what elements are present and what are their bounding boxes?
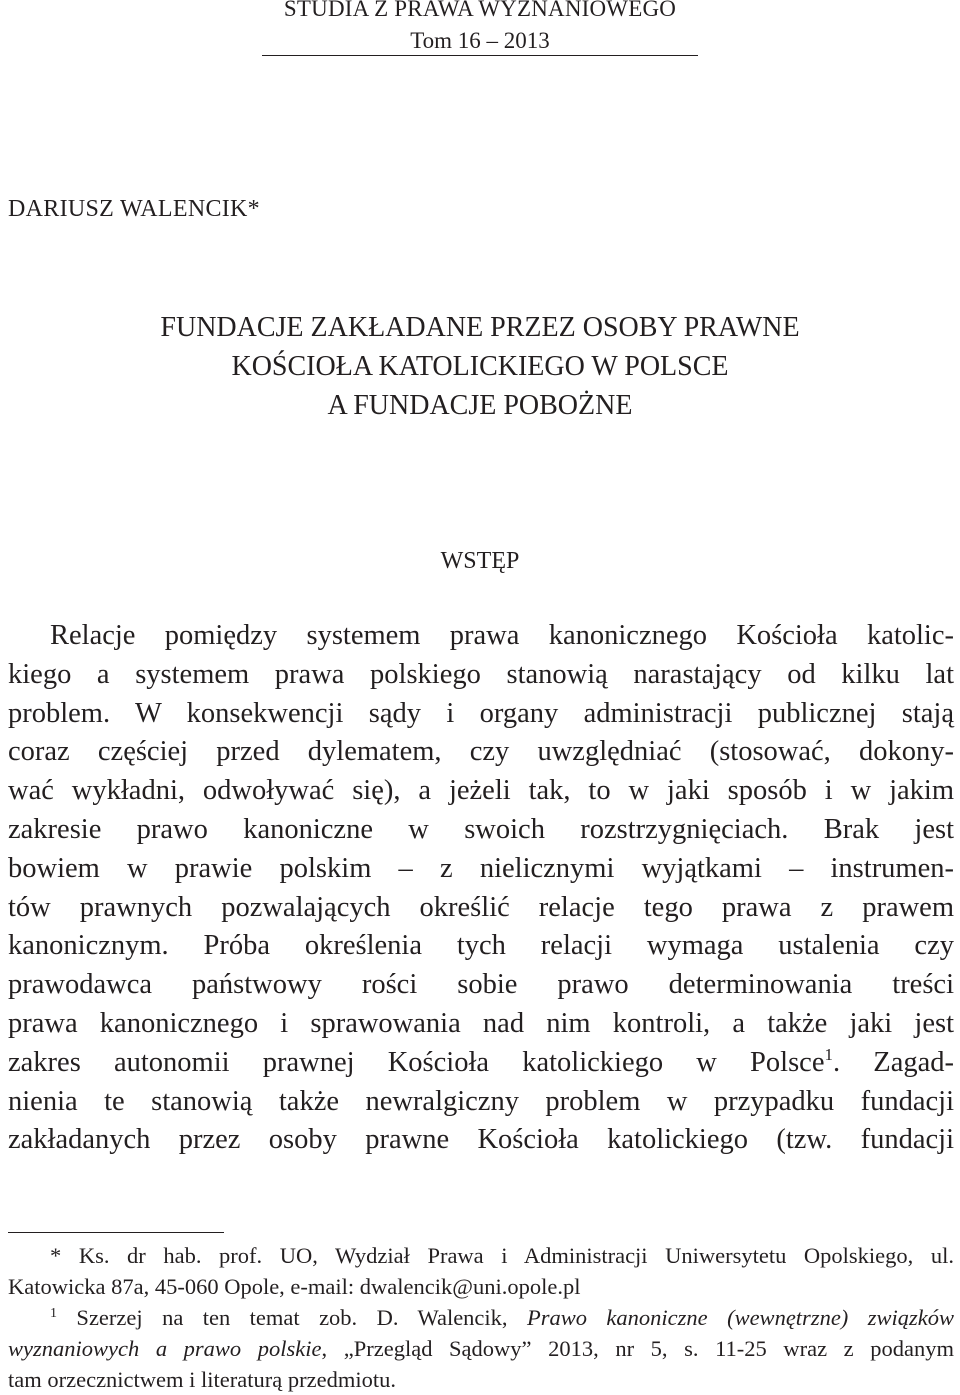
footnote-1-line bbox=[8, 1302, 954, 1333]
footnote-text: , „Przegląd Sądowy” 2013, nr 5, s. 11-25 wraz z podanym bbox=[321, 1336, 954, 1361]
body-line: nienia te stanowią także newralgiczny problem w przypadku fundacji bbox=[8, 1085, 954, 1117]
section-heading: WSTĘP bbox=[440, 548, 520, 574]
author-name: DARIUSZ WALENCIK* bbox=[8, 196, 260, 222]
footnote-italic-title: Prawo kanoniczne (wewnętrzne) związków bbox=[526, 1305, 954, 1330]
footnote-1-line bbox=[8, 1333, 954, 1364]
running-header bbox=[262, 0, 698, 56]
footnote-1-line: tam orzecznictwem i literaturą przedmiotu. bbox=[8, 1367, 396, 1392]
body-line bbox=[8, 1044, 954, 1083]
footnote-text: Szerzej na ten temat zob. D. Walencik, bbox=[57, 1305, 527, 1330]
body-line: zakresie prawo kanoniczne w swoich rozstrzygnięciach. Brak jest bbox=[8, 813, 954, 845]
body-line: coraz częściej przed dylematem, czy uwzględniać (stosować, dokony- bbox=[8, 736, 954, 768]
footnote-author-line: * Ks. dr hab. prof. UO, Wydział Prawa i Administracji Uniwersytetu Opolskiego, ul. bbox=[50, 1243, 954, 1268]
body-line: problem. W konsekwencji sądy i organy administracji publicznej stają bbox=[8, 697, 954, 729]
footnote-divider bbox=[8, 1232, 224, 1233]
body-line: kanonicznym. Próba określenia tych relacji wymaga ustalenia czy bbox=[8, 930, 954, 962]
body-line: Relacje pomiędzy systemem prawa kanonicznego Kościoła katolic- bbox=[50, 620, 954, 651]
body-line-text: . Zagad- bbox=[832, 1046, 954, 1078]
body-line: wać wykładni, odwoływać się), a jeżeli tak, to w jaki sposób i w jakim bbox=[8, 775, 954, 807]
body-line: bowiem w prawie polskim – z nielicznymi wyjątkami – instrumen- bbox=[8, 852, 954, 884]
journal-volume: Tom 16 – 2013 bbox=[410, 28, 550, 53]
footnotes bbox=[8, 1240, 954, 1395]
body-line-text: zakres autonomii prawnej Kościoła katolickiego w Polsce bbox=[8, 1046, 825, 1078]
journal-series-title: STUDIA Z PRAWA WYZNANIOWEGO bbox=[283, 0, 677, 21]
body-paragraph bbox=[8, 617, 954, 1160]
title-line: FUNDACJE ZAKŁADANE PRZEZ OSOBY PRAWNE bbox=[160, 312, 800, 343]
body-line: zakładanych przez osoby prawne Kościoła katolickiego (tzw. fundacji bbox=[8, 1124, 954, 1156]
header-divider bbox=[262, 55, 698, 56]
footnote-italic-title: wyznaniowych a prawo polskie bbox=[8, 1336, 322, 1361]
footnote-ref[interactable]: 1 bbox=[824, 1044, 833, 1064]
body-line: prawodawca państwowy rości sobie prawo determinowania treści bbox=[8, 969, 954, 1001]
footnote-marker: 1 bbox=[50, 1306, 57, 1321]
body-line: prawa kanonicznego i sprawowania nad nim kontroli, a także jaki jest bbox=[8, 1007, 954, 1039]
title-line: KOŚCIOŁA KATOLICKIEGO W POLSCE bbox=[231, 351, 729, 382]
title-line: A FUNDACJE POBOŻNE bbox=[327, 390, 633, 421]
article-title bbox=[0, 308, 960, 425]
body-line: tów prawnych pozwalających określić relacje tego prawa z prawem bbox=[8, 891, 954, 923]
body-line: kiego a systemem prawa polskiego stanowią narastający od kilku lat bbox=[8, 658, 954, 690]
footnote-author-line: Katowicka 87a, 45-060 Opole, e-mail: dwalencik@uni.opole.pl bbox=[8, 1274, 581, 1299]
